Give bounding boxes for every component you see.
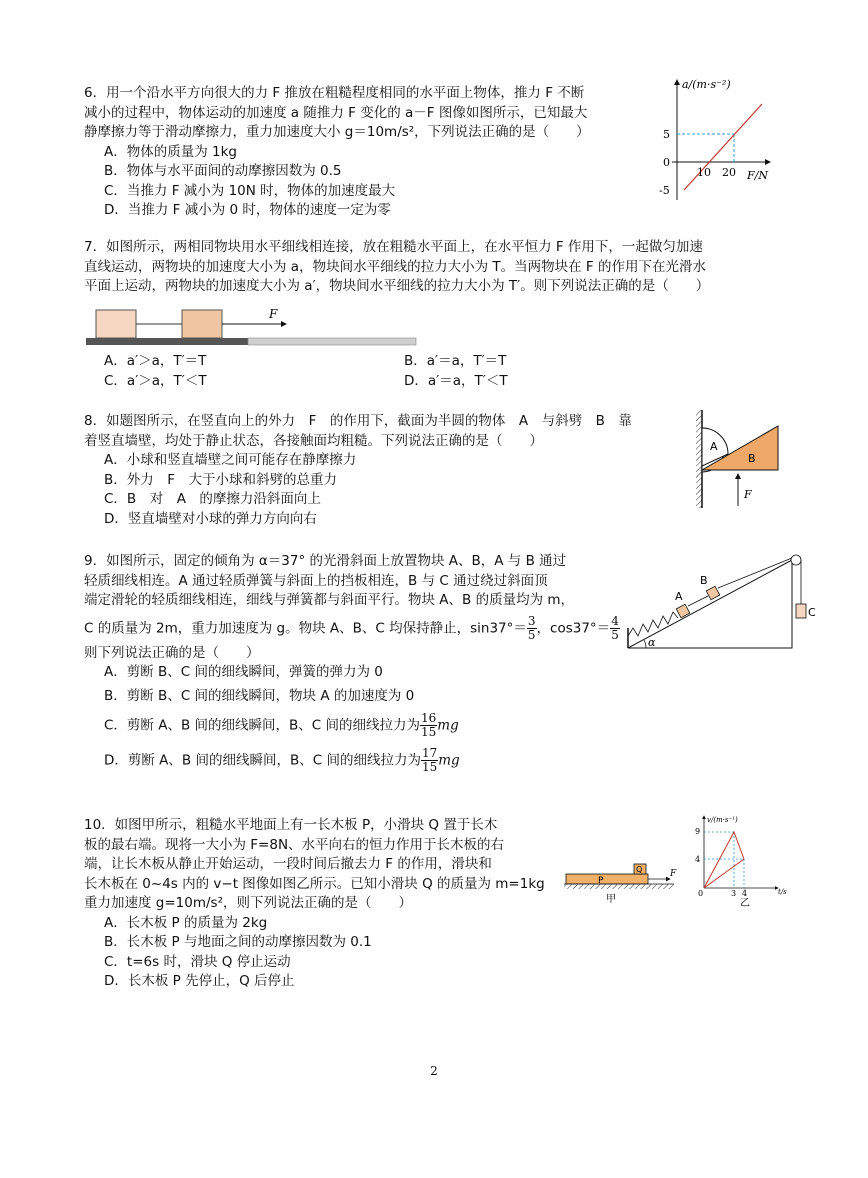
- q8-line-1: 8．如题图所示，在竖直向上的外力 F 的作用下，截面为半圆的物体 A 与斜劈 B 靠: [84, 413, 632, 429]
- q7-line-2: 直线运动，两物块的加速度大小为 a，物块间水平细线的拉力大小为 T。当两物块在 F 的作用下在光滑水: [84, 258, 706, 275]
- q9-string-ab: [688, 596, 708, 606]
- q6-tick-20: 20: [722, 166, 736, 179]
- q9-line-5: 则下列说法正确的是（ ）: [84, 644, 260, 661]
- q10-tick-0: 0: [698, 889, 704, 898]
- question-8: [84, 412, 684, 529]
- q10-line-p: [704, 832, 744, 888]
- q8-option-a: A．小球和竖直墙壁之间可能存在静摩擦力: [104, 452, 357, 468]
- q9-cos-fraction: $\frac{4}{5}$: [611, 613, 619, 642]
- q9-label-c: C: [808, 606, 816, 619]
- q10-tick-3: 3: [731, 889, 737, 898]
- question-10: [84, 816, 564, 992]
- q10-option-d: D．长木板 P 先停止，Q 后停止: [104, 973, 295, 989]
- q9-block-b: [706, 586, 720, 600]
- question-7: [84, 238, 804, 297]
- q10-label-f: F: [670, 869, 677, 879]
- q6-tick-5: 5: [663, 128, 670, 141]
- q9-option-d: D．剪断 A、B 间的细线瞬间，B、C 间的细线拉力为 $\frac{17}{15}$ mg: [104, 746, 460, 774]
- q9-option-a: A．剪断 B、C 间的细线瞬间，弹簧的弹力为 0: [104, 664, 383, 680]
- q6-option-c: C．当推力 F 减小为 10N 时，物体的加速度最大: [104, 182, 396, 199]
- q6-x-label: F/N: [747, 169, 768, 182]
- q9-line-2: 轻质细线相连。A 通过轻质弹簧与斜面上的挡板相连，B 与 C 通过绕过斜面顶: [84, 572, 548, 589]
- q10-y-label: v/(m·s⁻¹): [707, 816, 738, 824]
- q7-blocks-figure: [86, 306, 418, 348]
- q10-label-p: P: [598, 876, 604, 886]
- q10-tick-9: 9: [695, 827, 701, 836]
- q10-x-label: t/s: [778, 888, 787, 896]
- q8-wall-hatch: [696, 410, 702, 508]
- q10-fig-yi-vt-graph: [690, 812, 800, 908]
- q6-a-f-graph: [652, 72, 782, 207]
- q7-option-d: D．a′＝a，T′＜T: [404, 372, 508, 389]
- q6-y-label: a/(m·s⁻²): [682, 78, 731, 91]
- q7-smooth-surface: [248, 338, 416, 345]
- q9-incline: [628, 560, 792, 648]
- q10-line-3: 端，让长木板从静止开始运动，一段时间后撤去力 F 的作用，滑块和: [84, 856, 492, 872]
- q9-option-b: B．剪断 B、C 间的细线瞬间，物块 A 的加速度为 0: [104, 687, 415, 704]
- q9-option-c-fraction: $\frac{16}{15}$: [420, 711, 437, 739]
- q7-option-a: A．a′＞a，T′＝T: [104, 353, 207, 369]
- q7-block-left: [96, 310, 136, 338]
- q10-option-a: A．长木板 P 的质量为 2kg: [104, 914, 268, 931]
- q9-label-a: A: [675, 590, 683, 603]
- q9-option-d-fraction: $\frac{17}{15}$: [421, 746, 438, 774]
- question-9: [84, 552, 624, 774]
- q6-tick-neg5: -5: [659, 184, 670, 197]
- q6-option-b: B．物体与水平面间的动摩擦因数为 0.5: [104, 163, 342, 179]
- q6-tick-10: 10: [697, 166, 711, 179]
- q9-pulley: [791, 555, 801, 565]
- q6-line-3: 静摩擦力等于滑动摩擦力，重力加速度大小 g＝10m/s²，下列说法正确的是（ ）: [84, 124, 590, 140]
- q7-rough-surface: [86, 338, 248, 345]
- q9-block-c: [796, 604, 806, 618]
- q8-option-d: D．竖直墙壁对小球的弹力方向向右: [104, 510, 317, 527]
- q10-option-b: B．长木板 P 与地面之间的动摩擦因数为 0.1: [104, 934, 372, 950]
- q10-label-q: Q: [636, 865, 643, 874]
- q10-option-c: C．t=6s 时，滑块 Q 停止运动: [104, 953, 291, 970]
- q10-line-q: [704, 859, 744, 888]
- q10-ground-hatch: [564, 884, 674, 889]
- question-6: [84, 84, 644, 221]
- q6-line-2: 减小的过程中，物体运动的加速度 a 随推力 F 变化的 a－F 图像如图所示，已知最大: [84, 104, 588, 121]
- q9-incline-figure: [620, 548, 820, 654]
- q6-option-d: D．当推力 F 减小为 0 时，物体的速度一定为零: [104, 202, 391, 218]
- q10-board-p: [566, 874, 648, 884]
- q10-tick-x4: 4: [742, 889, 748, 898]
- q10-line-1: 10．如图甲所示，粗糙水平地面上有一长木板 P，小滑块 Q 置于长木: [84, 817, 498, 833]
- q9-line-3: 端定滑轮的轻质细线相连，细线与弹簧都与斜面平行。物块 A、B 的质量均为 m，: [84, 592, 575, 608]
- q10-line-2: 板的最右端。现将一大小为 F=8N、水平向右的恒力作用于长木板的右: [84, 836, 505, 853]
- q8-wall-figure: [686, 408, 786, 510]
- q8-label-a: A: [710, 440, 718, 453]
- q9-line-4-prefix: C 的质量为 2m，重力加速度为 g。物块 A、B、C 均保持静止，sin37°＝: [84, 620, 527, 636]
- q6-option-a: A．物体的质量为 1kg: [104, 143, 238, 160]
- q10-caption-jia: 甲: [606, 894, 616, 905]
- q9-sin-fraction: $\frac{3}{5}$: [527, 613, 536, 642]
- q7-line-1: 7．如图所示，两相同物块用水平细线相连接，放在粗糙水平面上，在水平恒力 F 作用下，一起做匀加速: [84, 239, 703, 255]
- q9-line-4-mid: ，cos37°＝: [536, 620, 611, 636]
- q10-line-5: 重力加速度 g=10m/s²，则下列说法正确的是（ ）: [84, 895, 412, 911]
- q8-option-b: B．外力 F 大于小球和斜劈的总重力: [104, 471, 338, 488]
- q6-tick-0: 0: [663, 156, 670, 169]
- q10-fig-jia: [562, 860, 684, 906]
- q7-force-label: F: [269, 307, 278, 321]
- q9-line-1: 9．如图所示，固定的倾角为 α＝37° 的光滑斜面上放置物块 A、B，A 与 B 通过: [84, 553, 567, 569]
- q10-line-4: 长木板在 0~4s 内的 v−t 图像如图乙所示。已知小滑块 Q 的质量为 m=1kg: [84, 875, 545, 892]
- q9-label-b: B: [700, 574, 708, 587]
- q9-option-c: C．剪断 A、B 间的细线瞬间，B、C 间的细线拉力为 $\frac{16}{15}$ mg: [104, 711, 459, 739]
- q8-label-f: F: [744, 488, 752, 501]
- q7-block-right: [182, 310, 222, 338]
- page-number: 2: [430, 1064, 438, 1078]
- q9-line-4: [84, 615, 624, 642]
- q7-option-c: C．a′＞a，T′＜T: [104, 372, 207, 389]
- q7-options: [84, 352, 784, 391]
- q8-option-c: C．B 对 A 的摩擦力沿斜面向上: [104, 491, 321, 507]
- q8-label-b: B: [748, 452, 756, 465]
- q7-option-b: B．a′＝a，T′＝T: [404, 353, 507, 369]
- q6-line-1: 6．用一个沿水平方向很大的力 F 推放在粗糙程度相同的水平面上物体，推力 F 不断: [84, 85, 585, 101]
- q7-line-3: 平面上运动，两物块的加速度大小为 a′，物块间水平细线的拉力大小为 T′。则下列说法正确的是（ ）: [84, 278, 710, 294]
- q9-label-alpha: α: [648, 636, 656, 649]
- q10-caption-yi: 乙: [740, 898, 750, 908]
- q8-line-2: 着竖直墙壁，均处于静止状态，各接触面均粗糙。下列说法正确的是（ ）: [84, 432, 543, 449]
- q10-tick-4: 4: [695, 855, 701, 864]
